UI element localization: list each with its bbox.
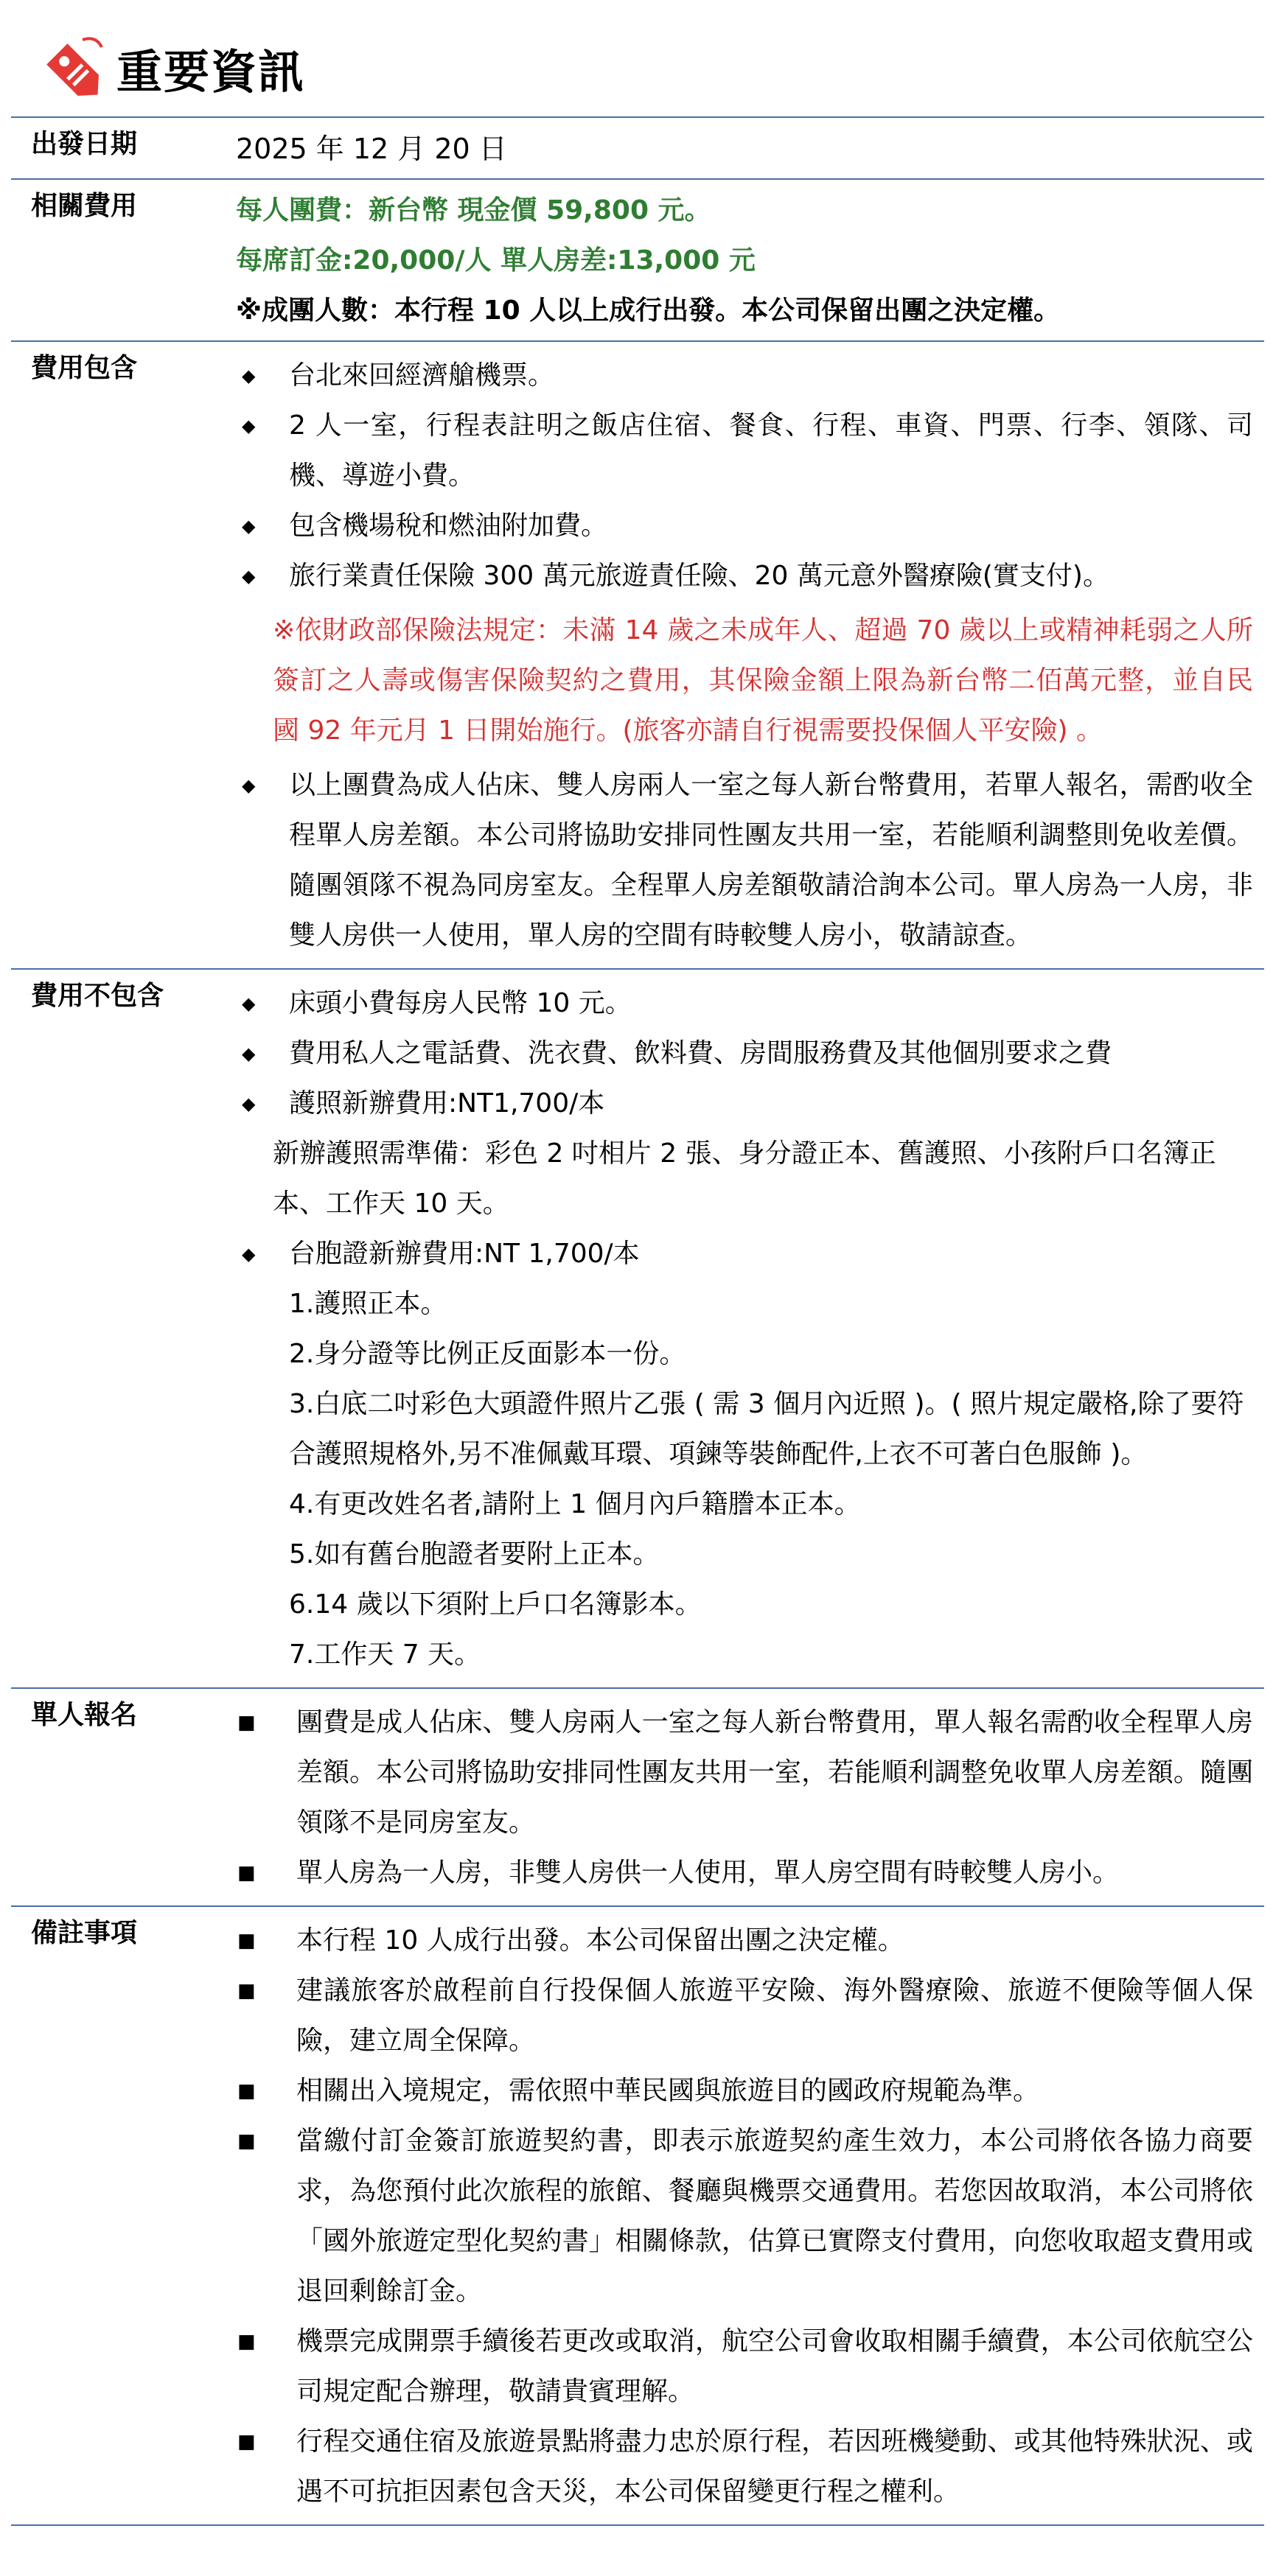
- diamond-bullet-icon: ◆: [242, 416, 256, 436]
- mtp-step: 7.工作天 7 天。: [289, 1639, 481, 1670]
- page-title: 重要資訊: [116, 45, 306, 99]
- departure-date: 2025 年 12 月 20 日: [236, 133, 507, 165]
- square-bullet-icon: ■: [237, 1712, 256, 1734]
- list-item: ■ 本行程 10 人成行出發。本公司保留出團之決定權。: [236, 1916, 1253, 1966]
- diamond-bullet-icon: ◆: [242, 1244, 256, 1264]
- list-item: ■ 建議旅客於啟程前自行投保個人旅遊平安險、海外醫療險、旅遊不便險等個人保險，建立周全保障。: [236, 1966, 1253, 2066]
- square-bullet-icon: ■: [237, 1930, 256, 1952]
- list-item: ◆ 以上團費為成人佔床、雙人房兩人一室之每人新台幣費用，若單人報名，需酌收全程單人房差額。本公司將協助安排同性團友共用一室，若能順利調整則免收差價。隨團領隊不視為同房室友。全程單人房差額敬請洽詢本公司。單人房為一人房，非雙人房供一人使用，單人房的空間有時較雙人房小，敬請諒查。: [236, 760, 1253, 961]
- list-item: ◆ 包含機場稅和燃油附加費。: [236, 501, 1253, 551]
- included-label: 費用包含: [31, 353, 138, 383]
- insurance-law-note: ※依財政部保險法規定：未滿 14 歲之未成年人、超過 70 歲以上或精神耗弱之人所簽訂之人壽或傷害保險契約之費用，其保險金額上限為新台幣二佰萬元整，並自民國 92 年元月 1 日開始施行。(旅客亦請自行視需要投保個人平安險) 。: [273, 615, 1253, 746]
- square-bullet-icon: ■: [237, 1862, 256, 1884]
- remarks-section: [11, 1905, 1264, 2526]
- diamond-bullet-icon: ◆: [242, 1093, 256, 1114]
- square-bullet-icon: ■: [237, 2130, 256, 2152]
- list-item: ◆ 護照新辦費用:NT1,700/本: [236, 1079, 1253, 1129]
- included-section: [11, 340, 1264, 968]
- info-table: [11, 116, 1264, 2526]
- remarks-list: [236, 1916, 1253, 2517]
- departure-section: [11, 116, 1264, 178]
- mtp-step: 2.身分證等比例正反面影本一份。: [289, 1339, 686, 1369]
- list-item: ◆ 床頭小費每房人民幣 10 元。: [236, 979, 1253, 1029]
- diamond-bullet-icon: ◆: [242, 993, 256, 1014]
- single-label: 單人報名: [31, 1700, 138, 1730]
- passport-requirements: 新辦護照需準備：彩色 2 吋相片 2 張、身分證正本、舊護照、小孩附戶口名簿正本、工作天 10 天。: [273, 1138, 1216, 1219]
- excluded-list-continued: [236, 1229, 1253, 1279]
- included-list-continued: [236, 760, 1253, 961]
- page-header: [37, 29, 1246, 111]
- single-list: [236, 1698, 1253, 1898]
- mtp-step: 3.白底二吋彩色大頭證件照片乙張 ( 需 3 個月內近照 )。( 照片規定嚴格,除了要符合護照規格外,另不准佩戴耳環、項鍊等裝飾配件,上衣不可著白色服飾 )。: [289, 1389, 1244, 1469]
- deposit-single-supplement: 每席訂金:20,000/人 單人房差:13,000 元: [236, 245, 756, 276]
- excluded-list: [236, 979, 1253, 1129]
- mtp-step: 4.有更改姓名者,請附上 1 個月內戶籍謄本正本。: [289, 1489, 861, 1519]
- diamond-bullet-icon: ◆: [242, 566, 256, 587]
- diamond-bullet-icon: ◆: [242, 775, 256, 796]
- list-item: ■ 行程交通住宿及旅遊景點將盡力忠於原行程，若因班機變動、或其他特殊狀況、或遇不可抗拒因素包含天災，本公司保留變更行程之權利。: [236, 2417, 1253, 2517]
- mtp-step: 1.護照正本。: [289, 1289, 447, 1319]
- square-bullet-icon: ■: [237, 2080, 256, 2102]
- list-item: ◆ 台胞證新辦費用:NT 1,700/本: [236, 1229, 1253, 1279]
- fees-section: [11, 178, 1264, 340]
- mtp-step: 6.14 歲以下須附上戶口名簿影本。: [289, 1589, 702, 1620]
- square-bullet-icon: ■: [237, 2431, 256, 2453]
- min-group-size-note: ※成團人數：本行程 10 人以上成行出發。本公司保留出團之決定權。: [236, 295, 1061, 326]
- list-item: ◆ 2 人一室，行程表註明之飯店住宿、餐食、行程、車資、門票、行李、領隊、司機、導遊小費。: [236, 401, 1253, 501]
- mtp-step: 5.如有舊台胞證者要附上正本。: [289, 1539, 660, 1569]
- list-item: ■ 單人房為一人房，非雙人房供一人使用，單人房空間有時較雙人房小。: [236, 1848, 1253, 1898]
- included-list: [236, 351, 1253, 601]
- square-bullet-icon: ■: [237, 1980, 256, 2002]
- list-item: ■ 當繳付訂金簽訂旅遊契約書，即表示旅遊契約產生效力，本公司將依各協力商要求，為您預付此次旅程的旅館、餐廳與機票交通費用。若您因故取消，本公司將依「國外旅遊定型化契約書」相關條款，估算已實際支付費用，向您收取超支費用或退回剩餘訂金。: [236, 2116, 1253, 2317]
- remarks-label: 備註事項: [31, 1918, 138, 1948]
- square-bullet-icon: ■: [237, 2331, 256, 2353]
- list-item: ■ 相關出入境規定，需依照中華民國與旅遊目的國政府規範為準。: [236, 2066, 1253, 2116]
- departure-label: 出發日期: [31, 129, 138, 159]
- diamond-bullet-icon: ◆: [242, 365, 256, 386]
- list-item: ◆ 費用私人之電話費、洗衣費、飲料費、房間服務費及其他個別要求之費: [236, 1029, 1253, 1079]
- single-section: [11, 1687, 1264, 1905]
- list-item: ■ 機票完成開票手續後若更改或取消，航空公司會收取相關手續費，本公司依航空公司規定配合辦理，敬請貴賓理解。: [236, 2317, 1253, 2417]
- diamond-bullet-icon: ◆: [242, 1043, 256, 1064]
- price-tag-icon: [37, 34, 111, 108]
- tour-price: 每人團費：新台幣 現金價 59,800 元。: [236, 195, 711, 225]
- diamond-bullet-icon: ◆: [242, 516, 256, 536]
- list-item: ◆ 旅行業責任保險 300 萬元旅遊責任險、20 萬元意外醫療險(實支付)。: [236, 551, 1253, 601]
- list-item: ◆ 台北來回經濟艙機票。: [236, 351, 1253, 401]
- list-item: ■ 團費是成人佔床、雙人房兩人一室之每人新台幣費用，單人報名需酌收全程單人房差額。本公司將協助安排同性團友共用一室，若能順利調整免收單人房差額。隨團領隊不是同房室友。: [236, 1698, 1253, 1848]
- excluded-section: [11, 968, 1264, 1687]
- excluded-label: 費用不包含: [31, 981, 164, 1011]
- fees-label: 相關費用: [31, 191, 138, 221]
